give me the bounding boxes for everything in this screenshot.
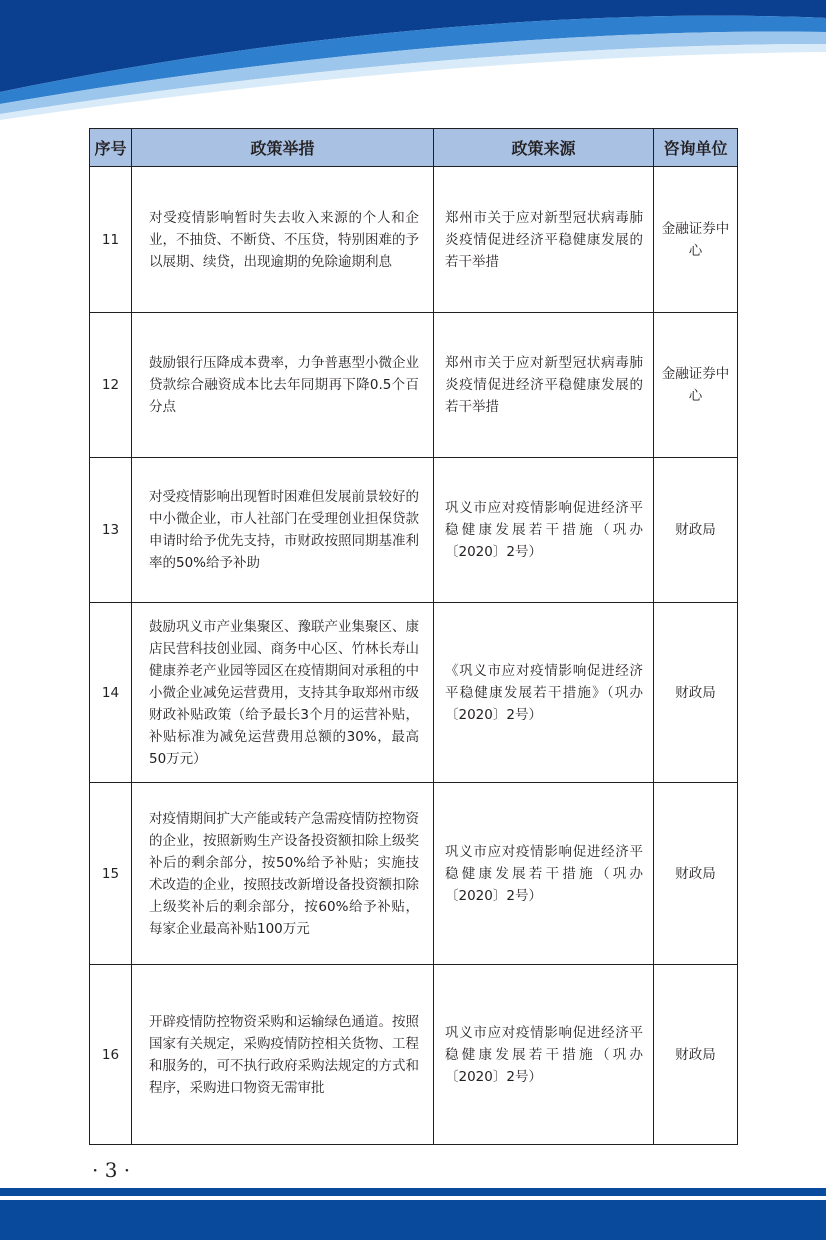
page-number: · 3 · — [92, 1158, 131, 1182]
table-row — [90, 783, 738, 965]
row-contact: 财政局 — [654, 603, 738, 783]
row-contact: 财政局 — [654, 965, 738, 1145]
header-no: 序号 — [90, 129, 132, 167]
table-row — [90, 965, 738, 1145]
footer-stripe-decoration — [0, 1188, 826, 1240]
row-source: 巩义市应对疫情影响促进经济平稳健康发展若干措施（巩办〔2020〕2号） — [434, 458, 654, 603]
table-row — [90, 167, 738, 313]
row-no: 11 — [90, 167, 132, 313]
row-source: 巩义市应对疫情影响促进经济平稳健康发展若干措施（巩办〔2020〕2号） — [434, 783, 654, 965]
header-measure: 政策举措 — [132, 129, 434, 167]
row-contact: 金融证券中心 — [654, 313, 738, 458]
row-measure: 开辟疫情防控物资采购和运输绿色通道。按照国家有关规定，采购疫情防控相关货物、工程和服务的，可不执行政府采购法规定的方式和程序，采购进口物资无需审批 — [132, 965, 434, 1145]
row-contact: 财政局 — [654, 783, 738, 965]
row-no: 12 — [90, 313, 132, 458]
table-header-row — [90, 129, 738, 167]
row-source: 《巩义市应对疫情影响促进经济平稳健康发展若干措施》（巩办〔2020〕2号） — [434, 603, 654, 783]
row-measure: 鼓励巩义市产业集聚区、豫联产业集聚区、康店民营科技创业园、商务中心区、竹林长寿山健康养老产业园等园区在疫情期间对承租的中小微企业减免运营费用，支持其争取郑州市级财政补贴政策（给予最长3个月的运营补贴，补贴标准为减免运营费用总额的30%，最高50万元） — [132, 603, 434, 783]
row-source: 郑州市关于应对新型冠状病毒肺炎疫情促进经济平稳健康发展的若干举措 — [434, 313, 654, 458]
row-measure: 对受疫情影响出现暂时困难但发展前景较好的中小微企业，市人社部门在受理创业担保贷款申请时给予优先支持，市财政按照同期基准利率的50%给予补助 — [132, 458, 434, 603]
policy-table — [89, 128, 738, 1145]
table-row — [90, 458, 738, 603]
row-source: 巩义市应对疫情影响促进经济平稳健康发展若干措施（巩办〔2020〕2号） — [434, 965, 654, 1145]
row-measure: 鼓励银行压降成本费率，力争普惠型小微企业贷款综合融资成本比去年同期再下降0.5个百分点 — [132, 313, 434, 458]
row-source: 郑州市关于应对新型冠状病毒肺炎疫情促进经济平稳健康发展的若干举措 — [434, 167, 654, 313]
row-measure: 对受疫情影响暂时失去收入来源的个人和企业，不抽贷、不断贷、不压贷，特别困难的予以展期、续贷，出现逾期的免除逾期利息 — [132, 167, 434, 313]
header-wave-decoration — [0, 0, 826, 120]
header-contact: 咨询单位 — [654, 129, 738, 167]
table-row — [90, 603, 738, 783]
row-no: 13 — [90, 458, 132, 603]
row-no: 16 — [90, 965, 132, 1145]
row-no: 14 — [90, 603, 132, 783]
row-contact: 财政局 — [654, 458, 738, 603]
table-row — [90, 313, 738, 458]
row-measure: 对疫情期间扩大产能或转产急需疫情防控物资的企业，按照新购生产设备投资额扣除上级奖补后的剩余部分，按50%给予补贴；实施技术改造的企业，按照技改新增设备投资额扣除上级奖补后的剩余部分，按60%给予补贴，每家企业最高补贴100万元 — [132, 783, 434, 965]
row-no: 15 — [90, 783, 132, 965]
row-contact: 金融证券中心 — [654, 167, 738, 313]
header-source: 政策来源 — [434, 129, 654, 167]
